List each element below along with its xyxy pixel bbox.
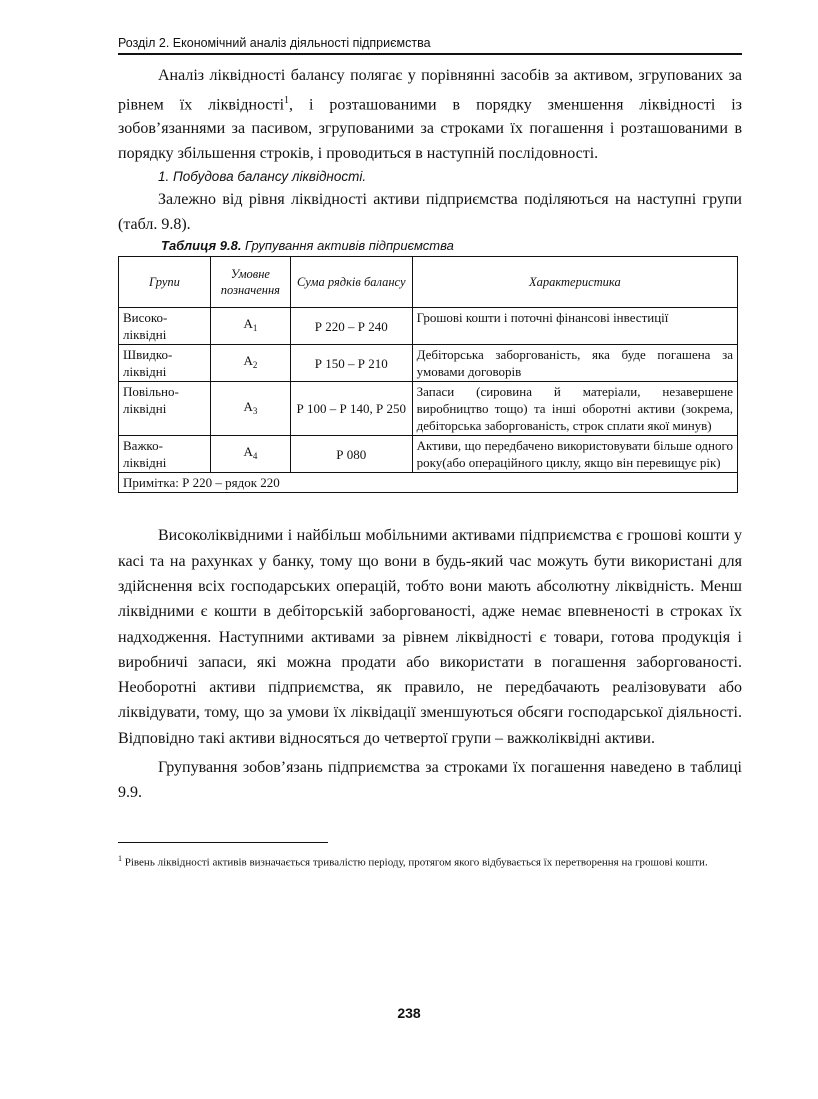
table-row (119, 382, 738, 436)
cell-symbol: $А_1$ (210, 308, 290, 345)
body-text (118, 523, 742, 805)
paragraph-3: Високоліквідними і найбільш мобільними активами підприємства є грошові кошти у касі та на рахунках у банку, тому що вони в будь-який час можуть бути використані для здійснення всіх господарських операцій, тобто вони мають абсолютну ліквідність. Менш ліквідними є кошти в дебіторській заборгованості, адже немає впевненості в строках їх надходження. Наступними активами за рівнем ліквідності є товари, готова продукція і виробничі запаси, які можна продати або використати в погашення заборгованості. Необоротні активи підприємства, як правило, не передбачають реалізовувати або ліквідувати, тому, що за умови їх ліквідації зменшуються обсяги господарської діяльності. Відповідно такі активи відносяться до четвертої групи – важколіквідні активи. (118, 527, 742, 747)
footnote-mark: 1 (118, 853, 122, 863)
footnote-ref: 1 (284, 94, 290, 106)
subheading: 1. Побудова балансу ліквідності. (158, 169, 367, 185)
table-row (119, 308, 738, 345)
footnote (118, 851, 742, 871)
table-caption-text: Групування активів підприємства (241, 238, 454, 254)
footnote-divider (118, 842, 328, 843)
paragraph-2: Залежно від рівня ліквідності активи підприємства поділяються на наступні групи (табл. 9.8). (118, 191, 742, 233)
cell-group: Важко-ліквідні (119, 436, 211, 473)
cell-group: Високо-ліквідні (119, 308, 211, 345)
cell-desc: Запаси (сировина й матеріали, незавершене виробництво тощо) та інші оборотні активи (зокрема, дебіторська заборгованість, строк сплати якої минув) (412, 382, 737, 436)
cell-group: Швидко-ліквідні (119, 345, 211, 382)
cell-group: Повільно-ліквідні (119, 382, 211, 436)
intro-paragraph (118, 64, 742, 166)
table-row (119, 345, 738, 382)
header-groups: Групи (119, 257, 211, 308)
intro-text-b: , і розташованими в порядку зменшення ліквідності із зобов’язаннями за пасивом, згрупованими за строками їх погашення і розташованими в порядку збільшення строків, і проводиться в наступній послідовності. (118, 95, 742, 162)
footnote-text: Рівень ліквідності активів визначається тривалістю періоду, протягом якого відбувається їх перетворення на грошові кошти. (122, 856, 708, 869)
page-content (118, 64, 742, 870)
header-sum: Сума рядків балансу (290, 257, 412, 308)
cell-symbol: $А_3$ (210, 382, 290, 436)
table-header-row (119, 257, 738, 308)
table-row (119, 436, 738, 473)
cell-symbol: $А_4$ (210, 436, 290, 473)
cell-desc: Активи, що передбачено використовувати більше одного року(або операційного циклу, якщо він перевищує рік) (412, 436, 737, 473)
running-header: Розділ 2. Економічний аналіз діяльності підприємства (118, 36, 742, 55)
cell-symbol: $А_2$ (210, 345, 290, 382)
table-caption-label: Таблиця 9.8. (161, 238, 242, 254)
table-note: Примітка: Р 220 – рядок 220 (119, 473, 738, 493)
cell-sum: Р 100 – Р 140, Р 250 (290, 382, 412, 436)
page-number: 238 (397, 1005, 421, 1021)
paragraph-4: Групування зобов’язань підприємства за строками їх погашення наведено в таблиці 9.9. (118, 759, 742, 802)
header-symbol: Умовне позначення (210, 257, 290, 308)
cell-sum: Р 150 – Р 210 (290, 345, 412, 382)
table-caption (161, 238, 742, 253)
assets-table (118, 256, 738, 493)
header-characteristic: Характеристика (412, 257, 737, 308)
table-note-row (119, 473, 738, 493)
cell-sum: Р 080 (290, 436, 412, 473)
intro-text-a: Аналіз ліквідності балансу полягає у порівнянні засобів за активом, згрупованих за рівнем їх ліквідності (118, 67, 742, 113)
cell-sum: Р 220 – Р 240 (290, 308, 412, 345)
cell-desc: Дебіторська заборгованість, яка буде погашена за умовами договорів (412, 345, 737, 382)
cell-desc: Грошові кошти і поточні фінансові інвестиції (412, 308, 737, 345)
